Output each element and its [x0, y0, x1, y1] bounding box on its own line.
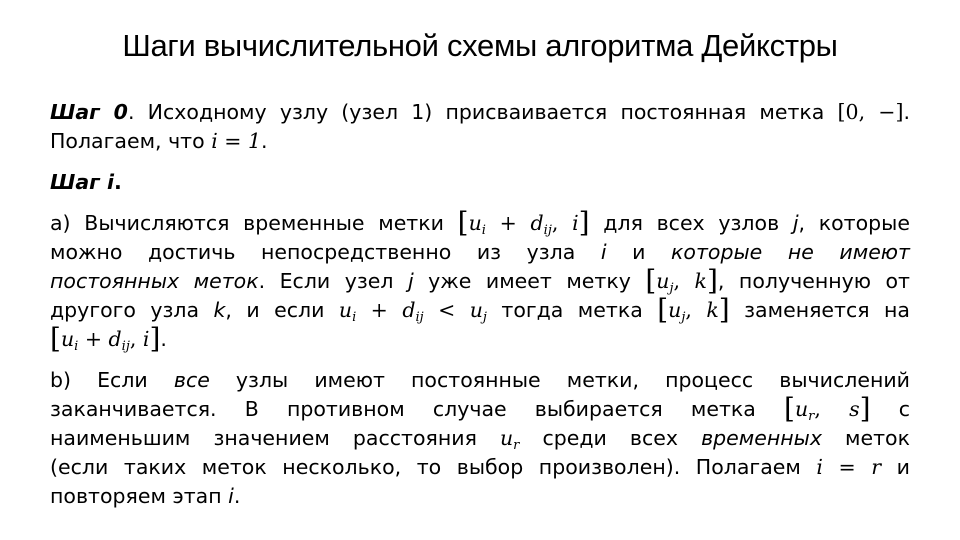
part-b-line2: заканчивается. В противном случае выбирается метка [$u_r$, s] с	[50, 392, 910, 425]
step0-line2: Полагаем, что i = 1.	[50, 129, 268, 153]
part-a-line5: [$u_i + d_{ij}$, i].	[50, 322, 167, 355]
step0-label: Шаг 0	[50, 100, 128, 124]
temp-label-formula: [$u_i + d_{ij}$, i]	[457, 206, 590, 239]
distance-formula: $u_r$	[499, 426, 520, 453]
existing-label-formula: [$u_j$, k]	[645, 264, 718, 297]
slide-title: Шаги вычислительной схемы алгоритма Дейкстры	[122, 28, 838, 63]
stepi-label: Шаг i	[50, 170, 115, 194]
stepi-heading: Шаг i.	[50, 170, 122, 194]
step0-formula: i = 1	[211, 129, 261, 153]
slide-body	[50, 98, 910, 511]
condition-formula: $u_i + d_{ij} < u_j$	[338, 298, 487, 325]
part-b-line1: b) Если все узлы имеют постоянные метки, процесс вычислений	[50, 368, 910, 392]
step0-label-value: [0, −]	[837, 100, 904, 124]
part-b-line4: (если таких меток несколько, то выбор произволен). Полагаем i = r и	[50, 455, 911, 479]
part-a-line3: постоянных меток. Если узел j уже имеет метку [$u_j$, k], полученную от	[50, 264, 910, 297]
min-label-formula: [$u_r$, s]	[784, 392, 871, 425]
step0-line1: Шаг 0. Исходному узлу (узел 1) присваивается постоянная метка [0, −].	[50, 100, 911, 124]
part-a-line1: a) Вычисляются временные метки [$u_i + d_{ij}$, i] для всех узлов j, которые	[50, 206, 910, 239]
replacement-formula: [$u_i + d_{ij}$, i]	[50, 322, 161, 355]
part-b-line3: наименьшим значением расстояния $u_r$ среди всех временных меток	[50, 426, 910, 453]
label-formula-2: [$u_j$, k]	[657, 293, 730, 326]
part-b-line5: повторяем этап i.	[50, 484, 241, 508]
assign-formula: i = r	[816, 455, 882, 479]
part-a-line2: можно достичь непосредственно из узла i и которые не имеют	[50, 240, 911, 264]
part-a-line4: другого узла k, и если $u_i + d_{ij} < u_j$ тогда метка [$u_j$, k] заменяется на	[50, 293, 910, 326]
